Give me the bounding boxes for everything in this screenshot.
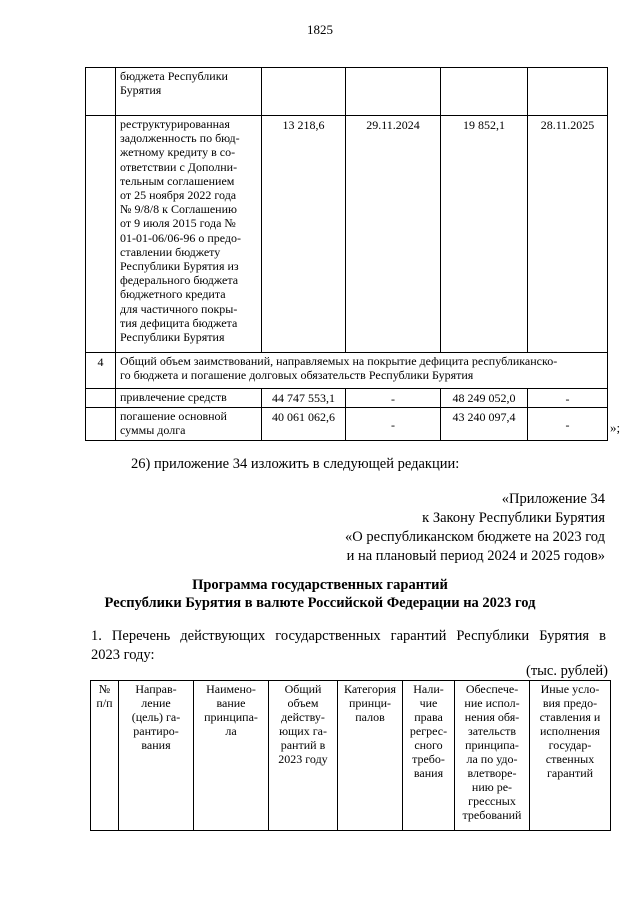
amount-cell: 43 240 097,4: [441, 408, 528, 441]
amount-cell: 13 218,6: [262, 116, 346, 353]
date-cell: 28.11.2025: [528, 116, 608, 353]
amount-cell: 48 249 052,0: [441, 389, 528, 408]
date-cell: -: [528, 389, 608, 408]
section-title: Программа государственных гарантий Республики Бурятия в валюте Российской Федерации на 2023 год: [104, 577, 536, 611]
row-label: реструктурированная задолженность по бюд- жетному кредиту в со- ответствии с Дополни- тельным соглашением от 25 ноября 2022 года № 9/8/8 к Соглашению от 9 июля 2015 года № 01-01-06/06-96 о предо- ставлении бюджету Республики Бурятия из федерального бюджета бюджетного кредита для частичного покры- тия дефицита бюджета Республики Бурятия: [116, 116, 262, 353]
guarantees-table: [90, 680, 611, 831]
table-row: [86, 116, 608, 353]
amount-cell: 40 061 062,6: [262, 408, 346, 441]
table-row: [86, 389, 608, 408]
amount-cell: 19 852,1: [441, 116, 528, 353]
table-header-row: [91, 681, 611, 831]
page-number: 1825: [307, 22, 333, 37]
col-header-other-conditions: Иные усло- вия предо- ставления и исполнения государ- ственных гарантий: [530, 681, 611, 831]
amount-cell: 44 747 553,1: [262, 389, 346, 408]
section-1-text: 1. Перечень действующих государственных гарантий Республики Бурятия в 2023 году:: [91, 628, 606, 663]
row-label: привлечение средств: [116, 389, 262, 408]
date-cell: -: [346, 389, 441, 408]
row-label: Общий объем заимствований, направляемых на покрытие дефицита республиканско- го бюджета и погашение долговых обязательств Республики Бурятия: [116, 353, 608, 389]
instruction-text: 26) приложение 34 изложить в следующей редакции:: [131, 456, 460, 472]
row-number: 4: [86, 353, 116, 389]
table-row: [86, 408, 608, 441]
closing-quote: »;: [610, 420, 621, 435]
table-row: [86, 353, 608, 389]
date-cell: -: [528, 408, 608, 441]
date-cell: 29.11.2024: [346, 116, 441, 353]
col-header-security: Обеспече- ние испол- нения обя- зательств принципа- ла по удо- влетворе- нию ре- грессных требований: [455, 681, 530, 831]
borrowings-table: [85, 67, 608, 441]
appendix-header: «Приложение 34 к Закону Республики Бурятия «О республиканском бюджете на 2023 год и на плановый период 2024 и 2025 годов»: [345, 491, 605, 564]
row-label: бюджета Республики Бурятия: [116, 68, 262, 116]
col-header-category: Категория принци- палов: [338, 681, 403, 831]
col-header-total: Общий объем действу- ющих га- рантий в 2023 году: [269, 681, 338, 831]
date-cell: -: [346, 408, 441, 441]
col-header-regress: Нали- чие права регрес- сного требо- вания: [403, 681, 455, 831]
col-header-purpose: Направ- ление (цель) га- рантиро- вания: [119, 681, 194, 831]
col-header-number: № п/п: [91, 681, 119, 831]
col-header-principal: Наимено- вание принципа- ла: [194, 681, 269, 831]
table-row: [86, 68, 608, 116]
units-label: (тыс. рублей): [526, 663, 608, 679]
row-label: погашение основной суммы долга: [116, 408, 262, 441]
